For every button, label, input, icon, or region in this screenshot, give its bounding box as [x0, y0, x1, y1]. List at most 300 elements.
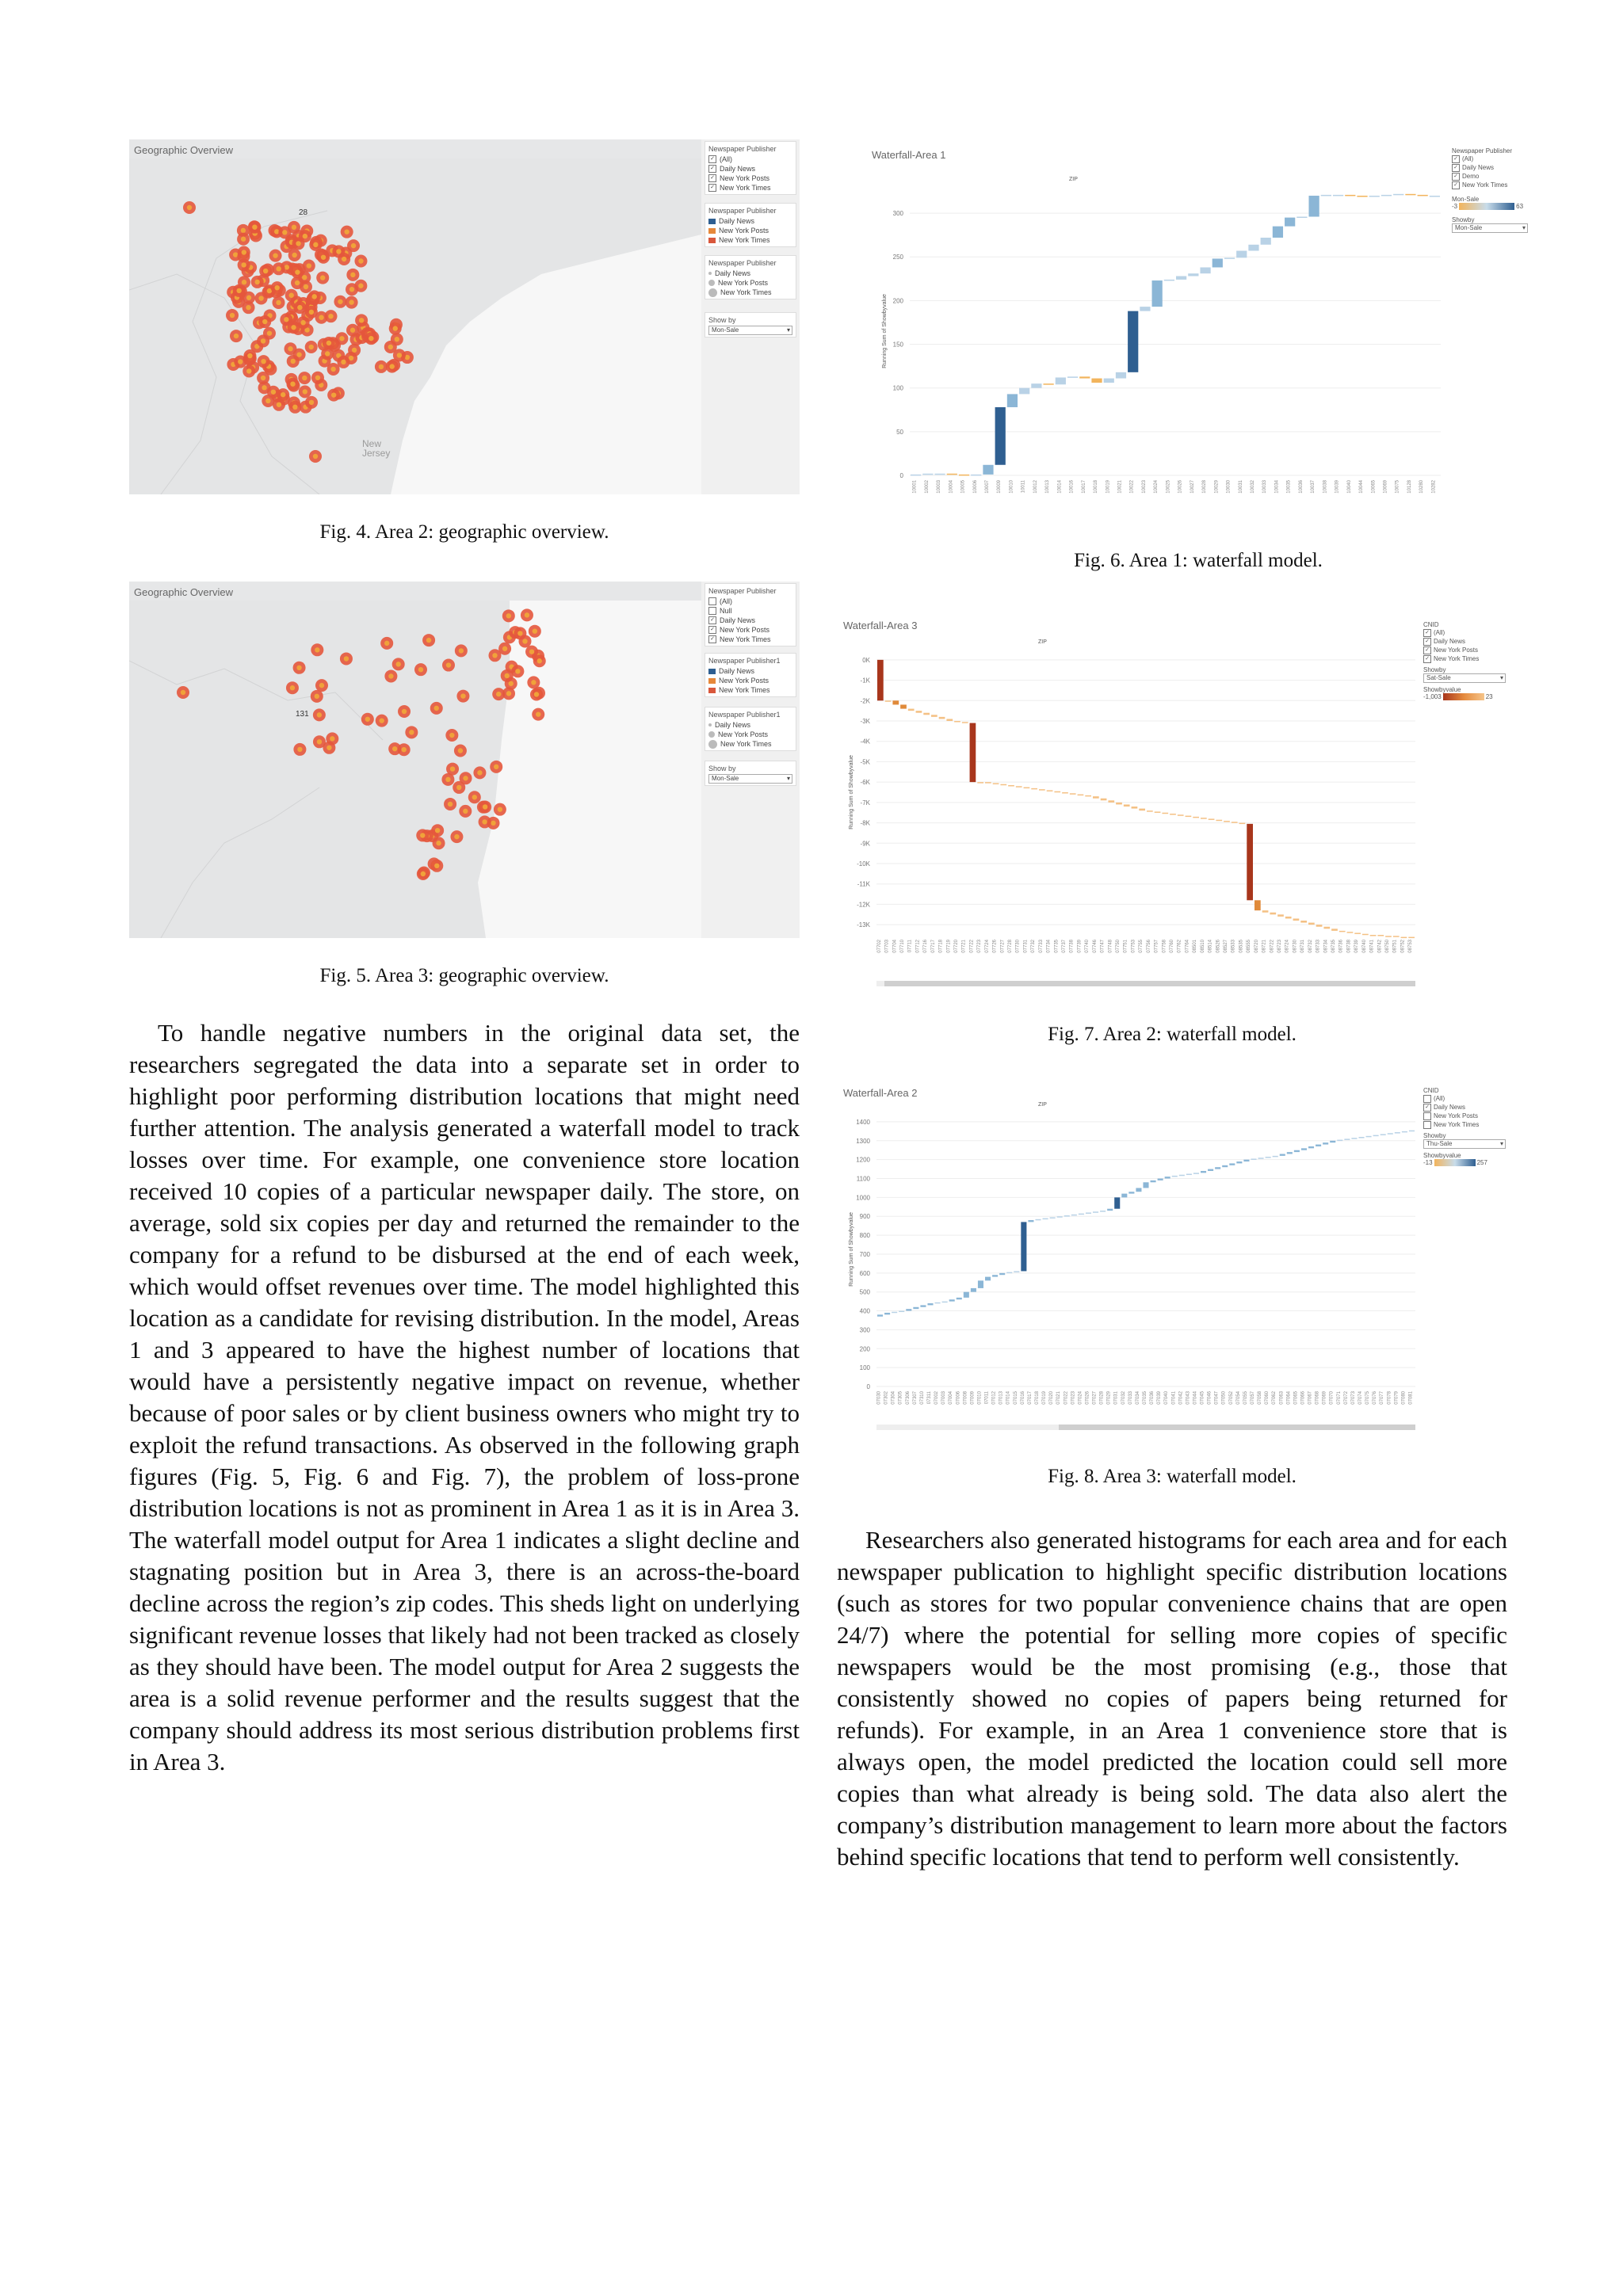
fig8-bar[interactable] [1165, 1177, 1170, 1178]
fig6-bar[interactable] [983, 465, 993, 475]
fig7-bar[interactable] [1178, 814, 1184, 816]
location-marker[interactable] [293, 743, 306, 756]
fig7-bar[interactable] [1331, 929, 1338, 931]
fig7-bar[interactable] [1247, 824, 1253, 900]
fig8-bar[interactable] [985, 1277, 991, 1281]
location-marker[interactable] [450, 830, 463, 843]
fig8-bar[interactable] [1229, 1163, 1235, 1165]
location-marker[interactable] [502, 609, 515, 622]
fig8-bar[interactable] [1280, 1154, 1285, 1155]
fig7-bar[interactable] [1062, 792, 1068, 794]
fig8-bar[interactable] [1287, 1152, 1293, 1154]
location-marker[interactable] [273, 262, 285, 275]
location-marker[interactable] [251, 276, 264, 288]
fig5-filter-item[interactable] [708, 625, 792, 635]
location-marker[interactable] [384, 341, 397, 353]
checkbox-icon[interactable] [1423, 1121, 1431, 1129]
fig7-bar[interactable] [916, 711, 922, 713]
checkbox-icon[interactable]: ✓ [1423, 655, 1431, 663]
checkbox-icon[interactable]: ✓ [708, 155, 716, 163]
location-marker[interactable] [259, 265, 272, 277]
location-marker[interactable] [361, 713, 374, 726]
fig7-bar[interactable] [1101, 799, 1107, 801]
location-marker[interactable] [444, 798, 456, 810]
location-marker[interactable] [311, 372, 324, 384]
location-marker[interactable] [479, 815, 491, 828]
fig6-bar[interactable] [1164, 280, 1174, 281]
checkbox-icon[interactable] [1423, 1095, 1431, 1103]
location-marker[interactable] [355, 314, 368, 326]
fig6-bar[interactable] [1091, 379, 1102, 383]
location-marker[interactable] [292, 237, 305, 250]
location-marker[interactable] [446, 763, 459, 776]
location-marker[interactable] [514, 627, 526, 639]
fig7-bar[interactable] [892, 700, 899, 704]
checkbox-icon[interactable]: ✓ [708, 616, 716, 624]
location-marker[interactable] [431, 824, 444, 837]
fig6-bar[interactable] [959, 475, 969, 476]
fig7-bar[interactable] [1232, 822, 1238, 823]
fig7-bar[interactable] [931, 715, 938, 717]
fig7-bar[interactable] [1262, 910, 1269, 913]
fig6-bar[interactable] [1224, 257, 1235, 259]
fig8-bar[interactable] [1028, 1220, 1033, 1222]
location-marker[interactable] [494, 803, 506, 816]
fig8-bar[interactable] [892, 1312, 897, 1314]
fig7-bar[interactable] [923, 713, 930, 715]
fig6-bar[interactable] [1393, 194, 1403, 196]
location-marker[interactable] [315, 679, 328, 692]
checkbox-icon[interactable]: ✓ [1423, 638, 1431, 646]
location-marker[interactable] [389, 322, 402, 335]
fig6-bar[interactable] [1321, 195, 1331, 196]
location-marker[interactable] [263, 327, 276, 340]
location-marker[interactable] [285, 342, 297, 355]
fig8-bar[interactable] [1373, 1135, 1379, 1137]
location-marker[interactable] [422, 634, 435, 646]
fig8-bar[interactable] [1143, 1182, 1148, 1188]
fig7-bar[interactable] [1186, 816, 1192, 818]
fig7-bar[interactable] [1039, 789, 1045, 791]
fig6-bar[interactable] [1116, 372, 1126, 379]
fig8-bar[interactable] [992, 1275, 998, 1276]
location-marker[interactable] [530, 688, 543, 700]
location-marker[interactable] [532, 708, 544, 721]
fig8-bar[interactable] [964, 1292, 969, 1298]
fig8-bar[interactable] [1402, 1131, 1407, 1133]
fig6-bar[interactable] [1104, 379, 1114, 383]
fig5-filter-item[interactable] [708, 597, 792, 606]
fig7-bar[interactable] [885, 700, 892, 702]
location-marker[interactable] [384, 669, 397, 682]
location-marker[interactable] [238, 246, 250, 259]
checkbox-icon[interactable] [708, 607, 716, 615]
checkbox-icon[interactable]: ✓ [1452, 155, 1460, 163]
location-marker[interactable] [308, 290, 321, 303]
location-marker[interactable] [177, 686, 189, 699]
fig6-bar[interactable] [1285, 218, 1295, 227]
location-marker[interactable] [258, 315, 271, 328]
location-marker[interactable] [313, 708, 326, 721]
fig7-showby-dropdown[interactable] [1423, 673, 1506, 683]
location-marker[interactable] [414, 663, 427, 676]
location-marker[interactable] [305, 396, 318, 409]
fig8-bar[interactable] [1093, 1211, 1098, 1213]
fig4-filter-item[interactable] [708, 183, 792, 193]
location-marker[interactable] [271, 281, 284, 294]
fig6-bar[interactable] [1007, 394, 1018, 407]
fig8-bar[interactable] [1114, 1197, 1120, 1208]
fig8-bar[interactable] [1337, 1140, 1342, 1142]
fig6-bar[interactable] [1309, 196, 1319, 216]
fig8-bar[interactable] [1409, 1131, 1415, 1132]
fig7-bar[interactable] [970, 723, 976, 783]
location-marker[interactable] [376, 715, 388, 727]
fig6-bar[interactable] [1357, 196, 1367, 197]
fig5-filter-item[interactable] [708, 606, 792, 616]
location-marker[interactable] [257, 372, 269, 384]
fig6-bar[interactable] [1345, 195, 1355, 196]
fig8-bar[interactable] [935, 1302, 941, 1304]
checkbox-icon[interactable]: ✓ [1423, 1104, 1431, 1112]
location-marker[interactable] [380, 637, 393, 650]
fig7-bar[interactable] [1170, 814, 1176, 815]
fig8-bar[interactable] [1050, 1217, 1056, 1219]
fig8-bar[interactable] [1351, 1138, 1357, 1139]
fig7-legend-item[interactable] [1423, 646, 1506, 654]
fig6-bar[interactable] [1261, 238, 1271, 245]
fig8-bar[interactable] [1251, 1158, 1256, 1160]
location-marker[interactable] [473, 766, 486, 779]
location-marker[interactable] [238, 276, 250, 288]
fig8-bar[interactable] [1136, 1188, 1141, 1192]
checkbox-icon[interactable]: ✓ [1452, 164, 1460, 172]
fig6-bar[interactable] [1236, 251, 1247, 258]
fig8-bar[interactable] [1323, 1142, 1328, 1144]
location-marker[interactable] [445, 729, 458, 742]
location-marker[interactable] [242, 364, 255, 377]
location-marker[interactable] [311, 643, 323, 656]
fig7-bar[interactable] [1054, 791, 1060, 793]
fig7-bar[interactable] [1370, 935, 1377, 936]
location-marker[interactable] [511, 665, 524, 677]
fig6-bar[interactable] [1056, 377, 1066, 384]
location-marker[interactable] [479, 800, 491, 813]
fig7-bar[interactable] [1016, 786, 1022, 788]
fig7-bar[interactable] [1193, 817, 1199, 818]
location-marker[interactable] [492, 688, 505, 700]
location-marker[interactable] [226, 309, 239, 322]
location-marker[interactable] [442, 659, 455, 672]
fig8-bar[interactable] [1208, 1169, 1213, 1171]
fig6-bar[interactable] [922, 474, 933, 475]
fig7-bar[interactable] [1316, 925, 1323, 927]
location-marker[interactable] [337, 356, 349, 368]
checkbox-icon[interactable]: ✓ [1452, 181, 1460, 189]
fig8-bar[interactable] [1381, 1134, 1386, 1135]
location-marker[interactable] [346, 296, 358, 309]
fig8-bar[interactable] [1064, 1215, 1070, 1217]
location-marker[interactable] [398, 705, 411, 718]
fig7-bar[interactable] [1377, 935, 1384, 936]
fig8-bar[interactable] [978, 1280, 983, 1288]
fig5-showby-dropdown[interactable] [708, 774, 792, 784]
fig6-bar[interactable] [1152, 280, 1163, 307]
fig7-bar[interactable] [1393, 936, 1400, 937]
fig7-bar[interactable] [1078, 795, 1084, 796]
location-marker[interactable] [453, 781, 465, 794]
location-marker[interactable] [298, 372, 311, 384]
location-marker[interactable] [299, 385, 311, 398]
fig7-bar[interactable] [1162, 813, 1168, 814]
fig4-filter-item[interactable] [708, 174, 792, 183]
location-marker[interactable] [354, 255, 367, 268]
checkbox-icon[interactable] [1423, 1112, 1431, 1120]
horizontal-scrollbar[interactable] [876, 1425, 1415, 1430]
location-marker[interactable] [459, 805, 472, 818]
fig8-bar[interactable] [1266, 1157, 1271, 1158]
fig8-bar[interactable] [999, 1273, 1005, 1275]
fig8-bar[interactable] [913, 1307, 918, 1309]
location-marker[interactable] [243, 349, 256, 362]
fig7-bar[interactable] [1047, 790, 1053, 791]
fig7-bar[interactable] [954, 721, 960, 723]
fig6-bar[interactable] [995, 407, 1006, 465]
location-marker[interactable] [327, 389, 340, 402]
location-marker[interactable] [346, 283, 358, 296]
fig7-bar[interactable] [1401, 937, 1407, 939]
fig6-bar[interactable] [1031, 383, 1041, 388]
fig7-bar[interactable] [1155, 811, 1161, 813]
checkbox-icon[interactable]: ✓ [1423, 629, 1431, 637]
location-marker[interactable] [288, 401, 301, 414]
location-marker[interactable] [183, 201, 196, 214]
fig8-bar[interactable] [942, 1302, 948, 1303]
location-marker[interactable] [309, 238, 322, 251]
fig8-bar[interactable] [1158, 1179, 1163, 1180]
location-marker[interactable] [501, 669, 514, 682]
fig8-bar[interactable] [1128, 1192, 1134, 1193]
fig6-bar[interactable] [947, 474, 957, 475]
fig8-legend-item[interactable] [1423, 1112, 1506, 1120]
fig7-bar[interactable] [1277, 914, 1284, 917]
location-marker[interactable] [521, 608, 533, 621]
location-marker[interactable] [305, 341, 318, 353]
fig6-bar[interactable] [1248, 245, 1258, 251]
fig8-bar[interactable] [1193, 1173, 1199, 1174]
location-marker[interactable] [468, 791, 481, 803]
location-marker[interactable] [238, 258, 250, 271]
location-marker[interactable] [316, 272, 329, 284]
fig6-bar[interactable] [1381, 195, 1392, 196]
location-marker[interactable] [340, 652, 353, 665]
fig8-bar[interactable] [1107, 1209, 1113, 1211]
fig7-bar[interactable] [1116, 803, 1122, 805]
fig8-bar[interactable] [1236, 1161, 1242, 1163]
location-marker[interactable] [525, 646, 538, 658]
fig7-bar[interactable] [900, 704, 907, 708]
location-marker[interactable] [456, 690, 469, 703]
fig7-bar[interactable] [1224, 821, 1230, 822]
fig8-bar[interactable] [1308, 1146, 1314, 1148]
fig6-bar[interactable] [971, 475, 981, 476]
fig7-bar[interactable] [1216, 820, 1222, 822]
fig7-bar[interactable] [1385, 936, 1392, 937]
fig6-legend-item[interactable] [1452, 172, 1528, 181]
fig7-bar[interactable] [1124, 804, 1130, 807]
location-marker[interactable] [529, 625, 541, 638]
fig6-bar[interactable] [1019, 388, 1029, 395]
fig7-bar[interactable] [1085, 795, 1091, 797]
fig8-bar[interactable] [1273, 1156, 1278, 1158]
fig8-bar[interactable] [1243, 1160, 1249, 1161]
location-marker[interactable] [273, 399, 285, 411]
fig6-bar[interactable] [934, 474, 945, 475]
fig7-bar[interactable] [1270, 913, 1276, 915]
fig7-bar[interactable] [1239, 823, 1246, 825]
location-marker[interactable] [392, 658, 405, 670]
fig6-bar[interactable] [1430, 196, 1440, 197]
location-marker[interactable] [490, 761, 502, 773]
location-marker[interactable] [248, 221, 261, 234]
fig8-bar[interactable] [1151, 1180, 1156, 1182]
fig7-bar[interactable] [1201, 818, 1207, 819]
location-marker[interactable] [258, 355, 270, 368]
fig7-legend-item[interactable] [1423, 654, 1506, 663]
fig8-bar[interactable] [1186, 1174, 1192, 1176]
fig8-bar[interactable] [1172, 1176, 1178, 1177]
fig4-filter-item[interactable] [708, 154, 792, 164]
checkbox-icon[interactable]: ✓ [1423, 646, 1431, 654]
fig8-bar[interactable] [1222, 1165, 1228, 1167]
fig8-bar[interactable] [1006, 1272, 1012, 1274]
fig6-bar[interactable] [1418, 195, 1428, 196]
fig7-bar[interactable] [1408, 937, 1415, 939]
fig8-legend-item[interactable] [1423, 1103, 1506, 1112]
fig8-bar[interactable] [1086, 1212, 1091, 1214]
location-marker[interactable] [430, 860, 443, 872]
location-marker[interactable] [285, 289, 298, 302]
location-marker[interactable] [323, 337, 335, 349]
fig7-bar[interactable] [877, 660, 884, 700]
location-marker[interactable] [334, 296, 346, 308]
fig8-bar[interactable] [920, 1305, 926, 1306]
fig7-bar[interactable] [1147, 810, 1153, 812]
fig6-bar[interactable] [1212, 258, 1223, 267]
location-marker[interactable] [293, 662, 306, 674]
fig6-bar[interactable] [1405, 194, 1415, 196]
location-marker[interactable] [303, 260, 315, 273]
fig8-bar[interactable] [1215, 1167, 1220, 1169]
checkbox-icon[interactable]: ✓ [1452, 173, 1460, 181]
location-marker[interactable] [430, 702, 443, 715]
fig6-legend-item[interactable] [1452, 181, 1528, 189]
location-marker[interactable] [309, 450, 322, 463]
location-marker[interactable] [527, 676, 540, 688]
location-marker[interactable] [335, 332, 348, 345]
fig7-bar[interactable] [908, 709, 915, 711]
fig7-bar[interactable] [1354, 933, 1361, 934]
fig7-bar[interactable] [1323, 927, 1330, 929]
fig6-bar[interactable] [1188, 273, 1198, 276]
location-marker[interactable] [341, 226, 353, 238]
fig6-bar[interactable] [1128, 311, 1138, 372]
fig7-bar[interactable] [1031, 788, 1037, 790]
location-marker[interactable] [346, 269, 359, 281]
fig7-bar[interactable] [1362, 934, 1369, 936]
location-marker[interactable] [398, 743, 411, 756]
location-marker[interactable] [288, 221, 300, 234]
location-marker[interactable] [338, 253, 350, 265]
fig7-bar[interactable] [1000, 784, 1006, 786]
location-marker[interactable] [455, 644, 468, 657]
fig7-bar[interactable] [1300, 921, 1307, 923]
location-marker[interactable] [416, 829, 429, 841]
location-marker[interactable] [311, 690, 323, 703]
fig8-bar[interactable] [877, 1314, 883, 1316]
location-marker[interactable] [288, 249, 301, 261]
fig6-showby-dropdown[interactable] [1452, 223, 1528, 233]
location-marker[interactable] [230, 330, 242, 342]
fig8-bar[interactable] [1330, 1141, 1335, 1142]
location-marker[interactable] [273, 296, 285, 309]
fig8-showby-dropdown[interactable] [1423, 1139, 1506, 1149]
fig8-bar[interactable] [1043, 1219, 1048, 1220]
fig7-bar[interactable] [985, 782, 991, 784]
fig6-legend-item[interactable] [1452, 163, 1528, 172]
fig8-bar[interactable] [927, 1303, 933, 1305]
fig5-filter-item[interactable] [708, 635, 792, 644]
fig8-bar[interactable] [949, 1299, 955, 1301]
fig8-bar[interactable] [1395, 1132, 1400, 1134]
location-marker[interactable] [317, 251, 330, 264]
fig7-bar[interactable] [1139, 809, 1145, 811]
fig7-bar[interactable] [1254, 900, 1261, 910]
checkbox-icon[interactable]: ✓ [708, 184, 716, 192]
fig7-bar[interactable] [1070, 793, 1076, 795]
horizontal-scrollbar[interactable] [876, 981, 1415, 986]
fig8-bar[interactable] [1079, 1214, 1084, 1215]
fig7-bar[interactable] [1008, 785, 1014, 787]
fig7-legend-item[interactable] [1423, 637, 1506, 646]
fig8-bar[interactable] [957, 1298, 962, 1299]
checkbox-icon[interactable]: ✓ [708, 626, 716, 634]
fig7-bar[interactable] [1308, 923, 1315, 925]
fig7-bar[interactable] [1209, 818, 1215, 820]
location-marker[interactable] [286, 378, 299, 391]
fig8-bar[interactable] [1201, 1171, 1206, 1173]
fig8-bar[interactable] [1258, 1158, 1264, 1159]
location-marker[interactable] [386, 360, 399, 373]
fig7-bar[interactable] [1339, 931, 1346, 933]
location-marker[interactable] [293, 301, 306, 314]
fig6-bar[interactable] [1200, 267, 1210, 273]
fig6-bar[interactable] [1140, 307, 1150, 311]
fig6-bar[interactable] [1176, 277, 1186, 280]
fig7-bar[interactable] [1108, 800, 1114, 803]
fig6-bar[interactable] [911, 475, 921, 476]
location-marker[interactable] [286, 681, 299, 694]
fig7-bar[interactable] [962, 722, 968, 723]
fig7-bar[interactable] [1293, 918, 1300, 921]
fig8-bar[interactable] [1316, 1145, 1321, 1146]
location-marker[interactable] [375, 360, 388, 373]
fig8-bar[interactable] [1014, 1271, 1019, 1272]
fig8-bar[interactable] [1301, 1148, 1307, 1150]
location-marker[interactable] [237, 233, 250, 246]
fig7-bar[interactable] [1347, 932, 1354, 933]
checkbox-icon[interactable]: ✓ [708, 174, 716, 182]
